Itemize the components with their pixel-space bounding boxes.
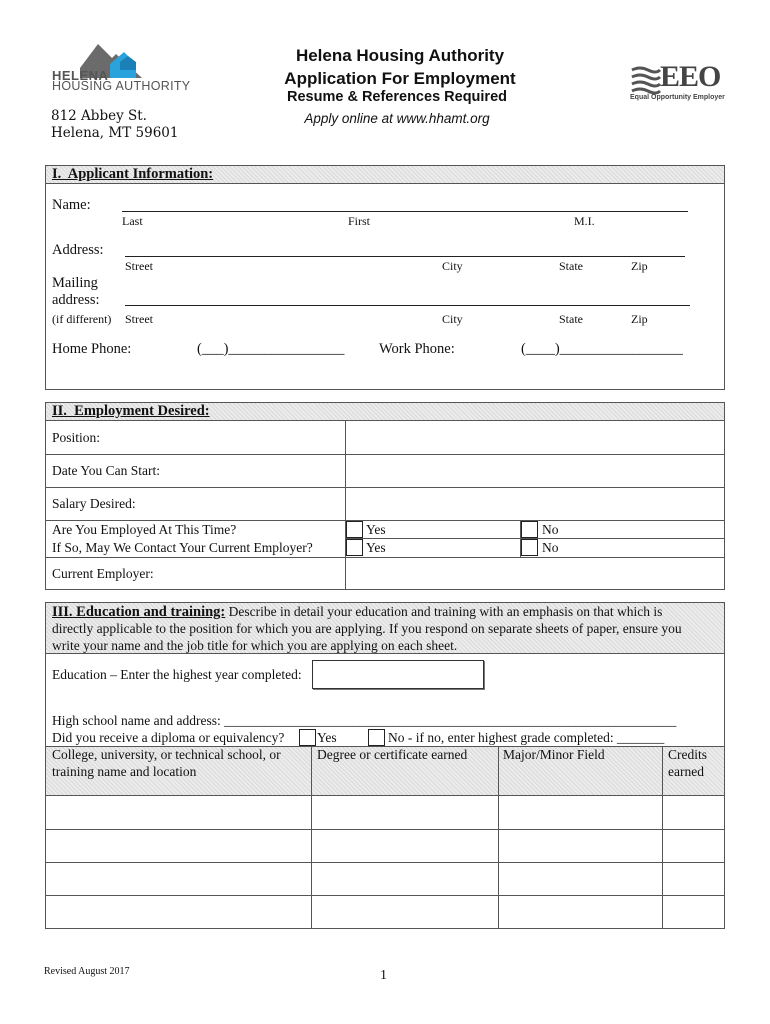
logo-name-line2: HOUSING AUTHORITY [52,79,191,93]
work-phone-label: Work Phone: [379,341,455,357]
address-label: Address: [52,242,104,258]
current-employer-input[interactable] [346,558,724,589]
mailing-field-line[interactable] [125,305,690,306]
eeo-logo [628,60,728,104]
if-different-label: (if different) [52,312,112,326]
table-row[interactable] [46,797,724,828]
name-sub-last: Last [122,214,143,228]
education-prompt: Education – Enter the highest year completed: [52,667,302,682]
logo-name-line1: HELENA [52,68,109,83]
table-row[interactable] [46,896,724,928]
name-label: Name: [52,197,91,213]
row-divider [45,520,725,521]
high-school-line[interactable]: High school name and address: ___________________________________________________________________ [52,713,677,728]
col-credits-header-1: Credits [668,747,707,762]
apply-online-link[interactable]: Apply online at www.hhamt.org [304,111,490,126]
diploma-yes-checkbox[interactable] [299,729,316,746]
name-sub-mi: M.I. [574,214,595,228]
col-school-header-2: training name and location [52,764,197,779]
date-start-label: Date You Can Start: [52,463,160,478]
education-intro-line3: write your name and the job title for which you are applying on each sheet. [52,638,458,653]
page-title-line2: Application For Employment [284,69,516,88]
page-title-line1: Helena Housing Authority [295,46,505,65]
revised-date: Revised August 2017 [44,966,130,977]
helena-logo [50,38,200,94]
home-phone-field[interactable]: (___)________________ [197,341,345,357]
addr-sub-state: State [559,259,583,273]
flag-icon [628,62,662,96]
mail-sub-city: City [442,312,463,326]
addr-sub-street: Street [125,259,153,273]
col-major-header: Major/Minor Field [503,747,605,762]
position-input[interactable] [346,422,724,453]
table-row[interactable] [46,830,724,861]
diploma-no-label: No - if no, enter highest grade completed: _______ [388,730,665,745]
eeo-caption: Equal Opportunity Employer [630,94,725,101]
current-employer-label: Current Employer: [52,566,154,581]
salary-input[interactable] [346,488,724,519]
address-field-line[interactable] [125,256,685,257]
col-credits-header-2: earned [668,764,704,779]
col-school-header-1: College, university, or technical school, or [52,747,281,762]
diploma-no-checkbox[interactable] [368,729,385,746]
salary-label: Salary Desired: [52,496,136,511]
date-start-input[interactable] [346,455,724,486]
addr-sub-zip: Zip [631,259,648,273]
name-field-line[interactable] [122,211,688,212]
addr-sub-city: City [442,259,463,273]
contact-yes-label: Yes [366,540,386,555]
mail-sub-street: Street [125,312,153,326]
education-intro-line1 [52,604,662,621]
page-number: 1 [380,968,387,983]
employed-yes-checkbox[interactable] [346,521,363,538]
mail-sub-zip: Zip [631,312,648,326]
table-row[interactable] [46,863,724,894]
address-street: 812 Abbey St. [51,108,147,124]
employed-no-checkbox[interactable] [521,521,538,538]
mailing-label-2: address: [52,292,100,308]
contact-no-label: No [542,540,559,555]
mailing-label-1: Mailing [52,275,98,291]
contact-yes-checkbox[interactable] [346,539,363,556]
contact-no-checkbox[interactable] [521,539,538,556]
section-heading: III. Education and training: [52,604,226,620]
section-heading: I. Applicant Information: [52,166,214,182]
position-label: Position: [52,430,101,445]
diploma-yes-label: Yes [317,730,337,745]
mail-sub-state: State [559,312,583,326]
employed-no-label: No [542,522,559,537]
page-subtitle: Resume & References Required [287,89,507,105]
home-phone-label: Home Phone: [52,341,132,357]
diploma-question: Did you receive a diploma or equivalency? [52,730,285,745]
employed-question: Are You Employed At This Time? [52,522,237,537]
education-intro-text: Describe in detail your education and training with an emphasis on that which is [228,604,663,619]
eeo-logo-text: EEO [660,60,721,93]
name-sub-first: First [348,214,371,228]
contact-question: If So, May We Contact Your Current Employer? [52,540,313,555]
col-degree-header: Degree or certificate earned [317,747,468,762]
work-phone-field[interactable]: (____)_________________ [521,341,683,357]
education-intro-line2: directly applicable to the position for which you are applying. If you respond on separate sheets of paper, ensure you [52,621,682,636]
address-city: Helena, MT 59601 [51,125,179,141]
highest-year-input[interactable] [312,660,484,689]
section-heading: II. Employment Desired: [52,403,210,419]
employed-yes-label: Yes [366,522,386,537]
